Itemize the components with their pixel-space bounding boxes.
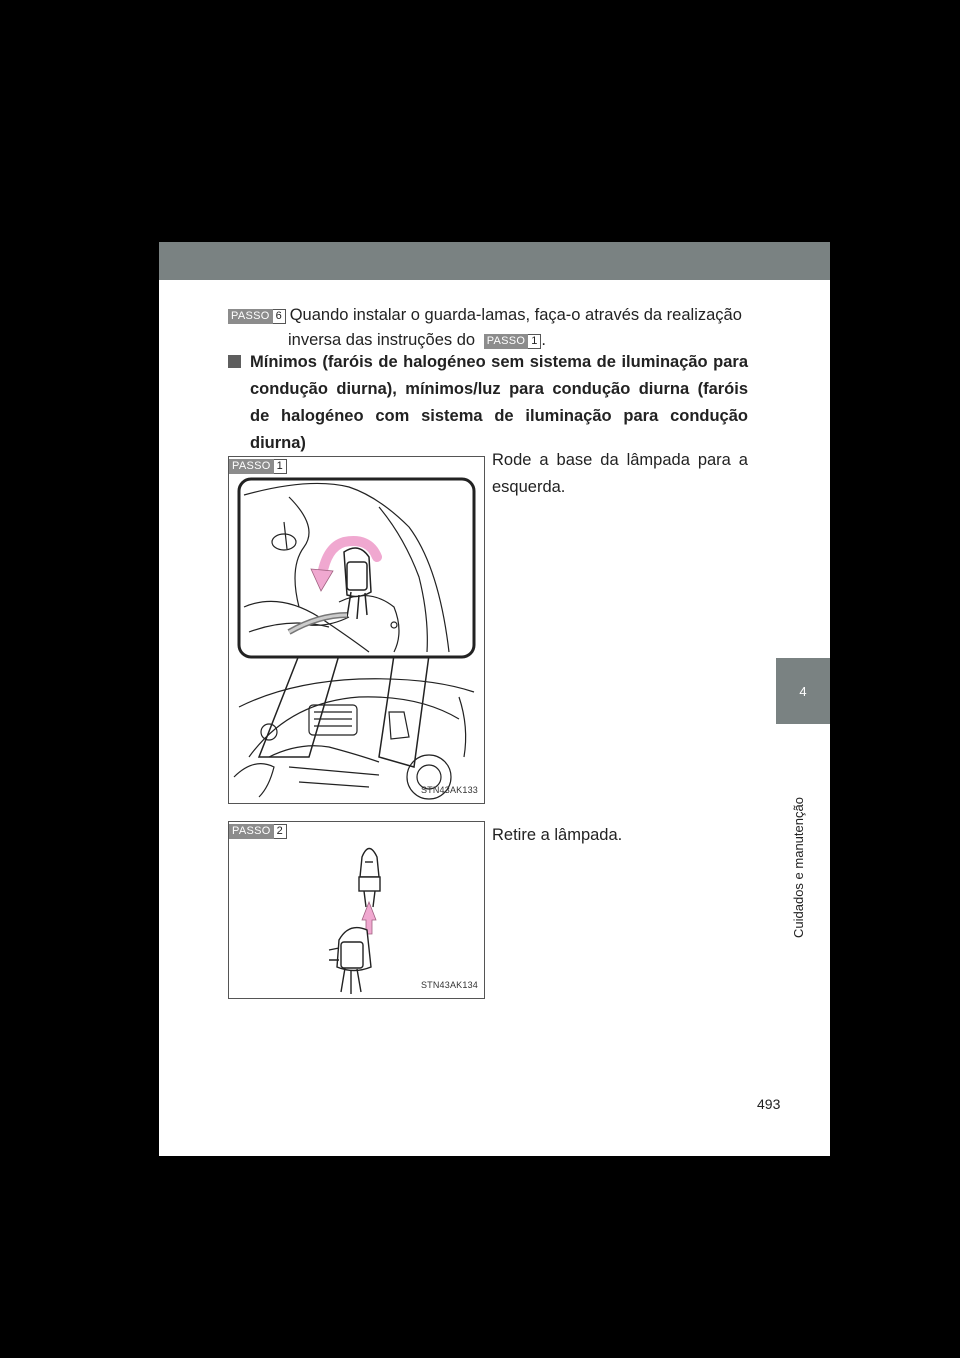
- page-number: 493: [757, 1096, 781, 1112]
- bulb-removal-illustration: [229, 822, 484, 998]
- figure-step-1: [228, 456, 485, 804]
- step-2-instruction: Retire a lâmpada.: [492, 826, 623, 844]
- section-heading: [228, 349, 748, 457]
- page-header-bar: [159, 242, 830, 280]
- step-1-instruction: Rode a base da lâmpada para a esquerda.: [492, 451, 748, 496]
- figure-step-2: [228, 821, 485, 999]
- step-ref-badge-1: PASSO 1: [484, 334, 542, 349]
- chapter-label: Cuidados e manutenção: [791, 797, 806, 938]
- step-6-text-b: inversa das instruções do: [288, 331, 476, 349]
- chapter-tab: 4: [776, 658, 830, 724]
- square-bullet-icon: [228, 355, 241, 368]
- step-badge-2: PASSO 2: [229, 824, 287, 839]
- step-6-text-a: Quando instalar o guarda-lamas, faça-o através da realização: [289, 306, 742, 324]
- step-badge-6: PASSO 6: [228, 309, 286, 324]
- manual-page: [159, 242, 830, 1156]
- engine-bay-bulb-illustration: [229, 457, 484, 803]
- figure-code: STN43AK133: [420, 785, 478, 795]
- section-heading-text: Mínimos (faróis de halogéneo sem sistema de iluminação para condução diurna), mínimos/luz para condução diurna (faróis de halogéneo com sistema de iluminação para condução diurna): [250, 353, 748, 452]
- figure-code: STN43AK134: [420, 980, 478, 990]
- step-6-paragraph: PASSO 6 Quando instalar o guarda-lamas, faça-o através da realização inversa das instruções do PASSO 1 .: [228, 303, 748, 353]
- step-badge-1: PASSO 1: [229, 459, 287, 474]
